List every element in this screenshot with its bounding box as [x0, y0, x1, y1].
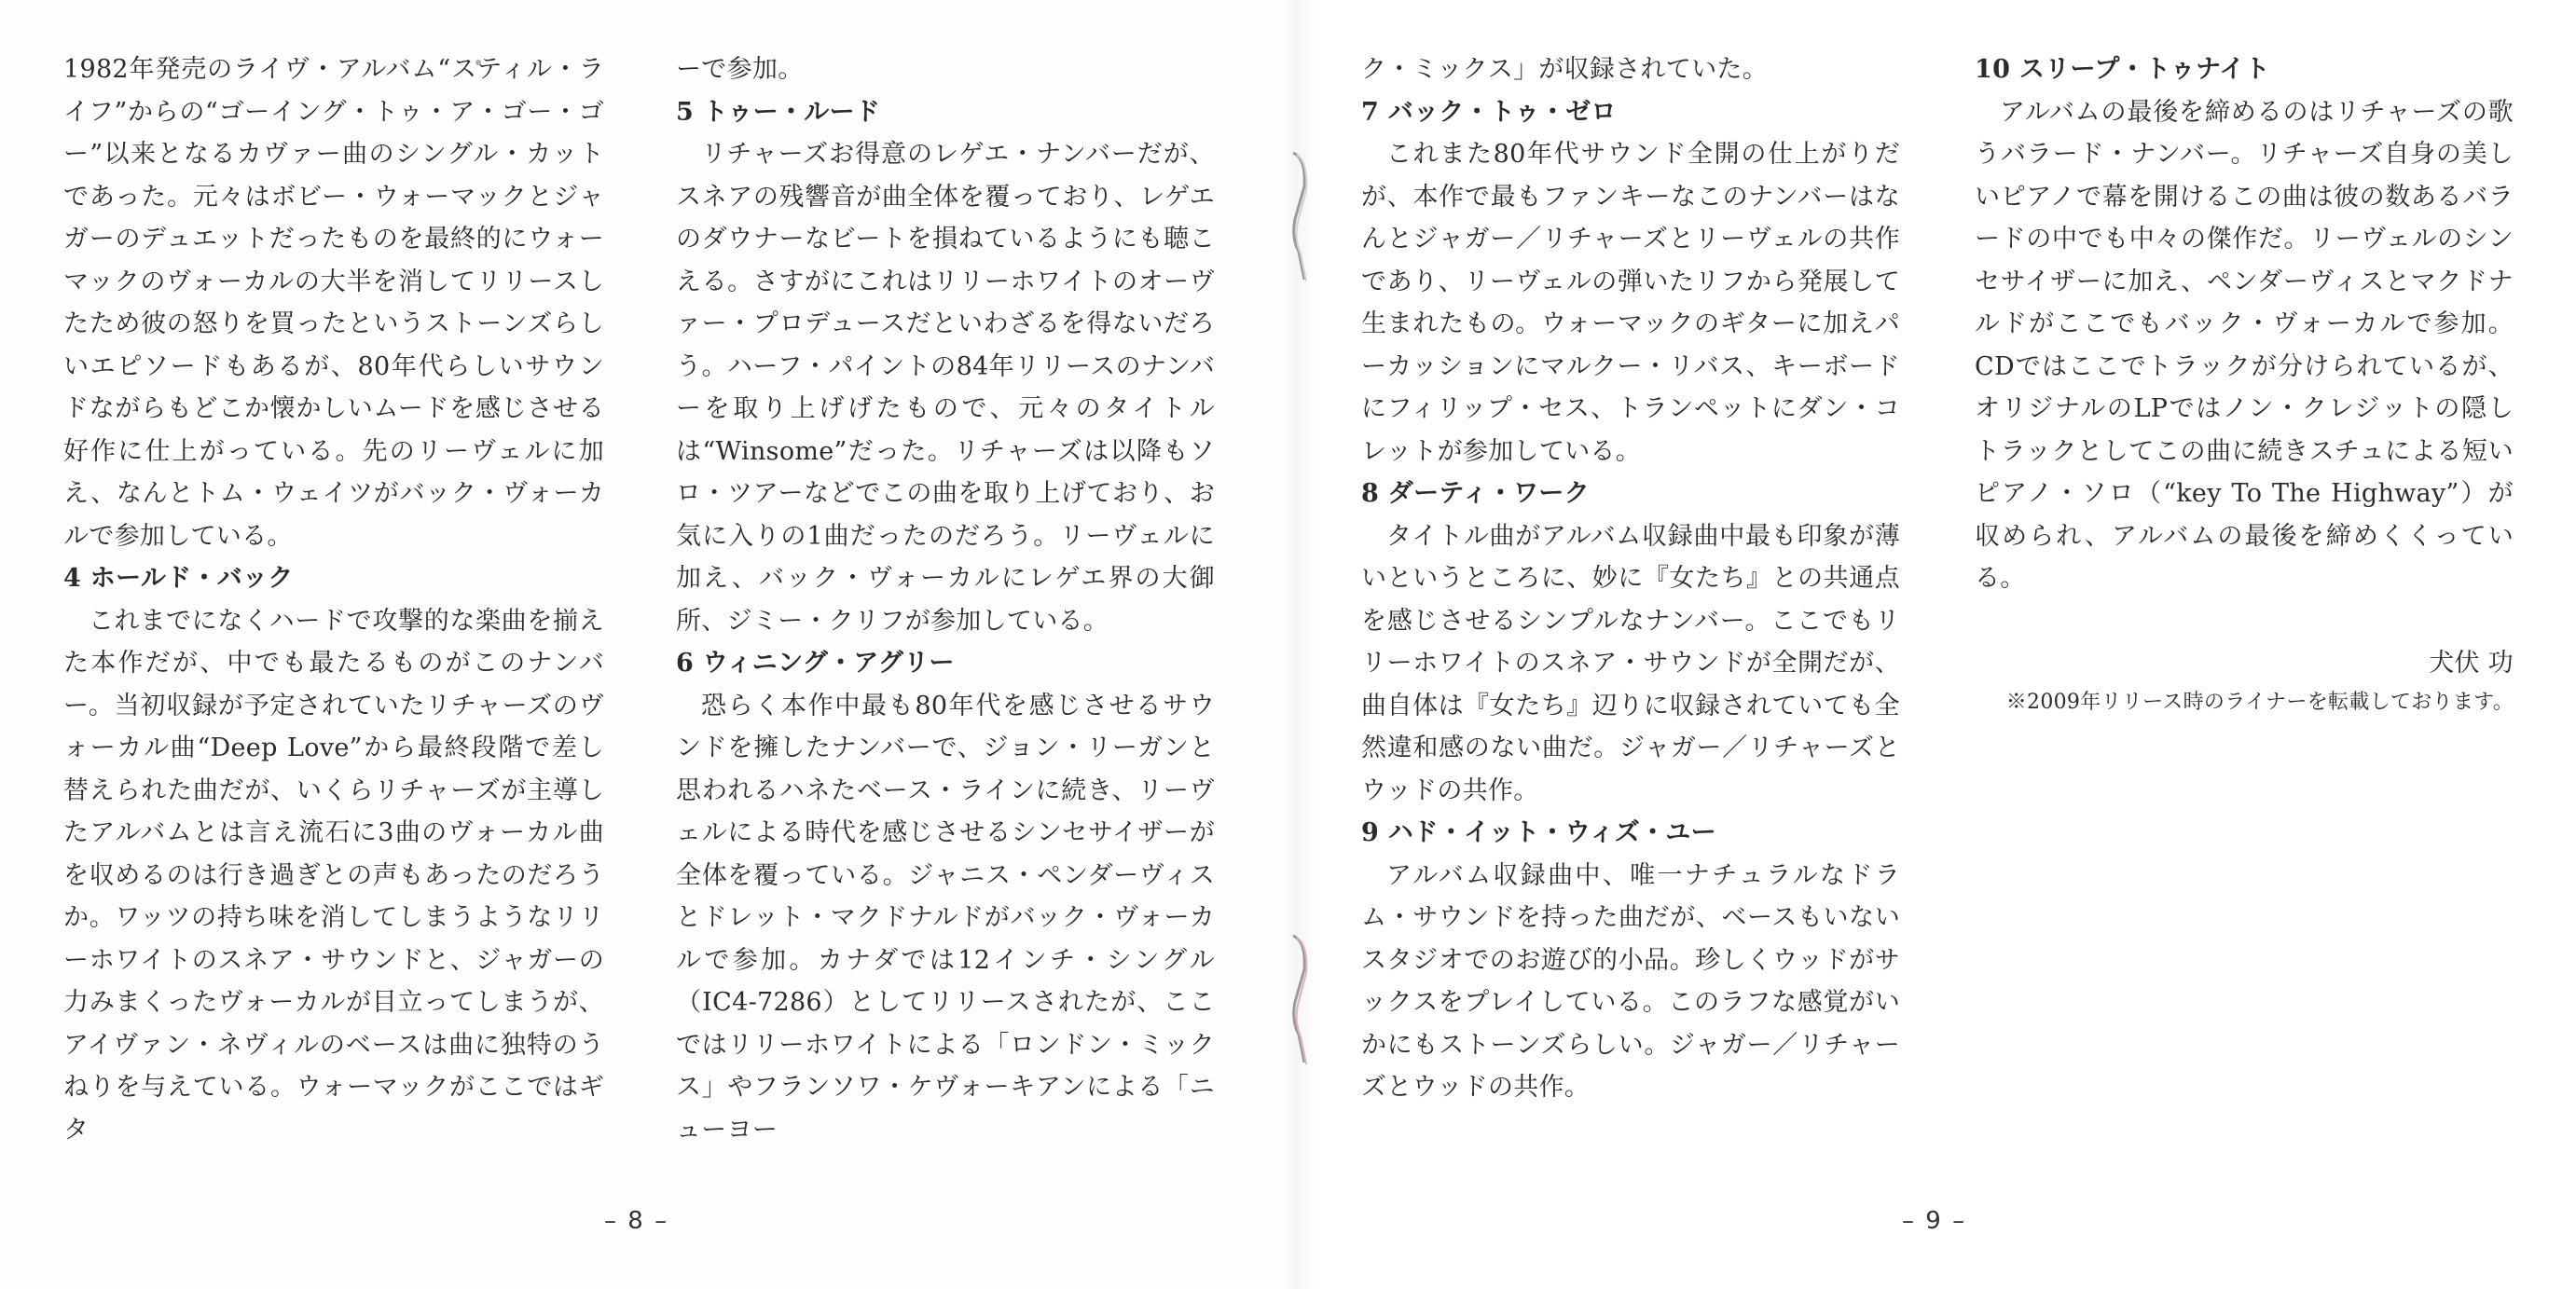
paragraph-intro-continued: 1982年発売のライヴ・アルバム“スティル・ライフ”からの“ゴーイング・トゥ・ア・ゴー・ゴー”以来となるカヴァー曲のシングル・カットであった。元々はボビー・ウォーマックとジャガーのデュエットだったものを最終的にウォーマックのヴォーカルの大半を消してリリースしたため彼の怒りを買ったというストーンズらしいエピソードもあるが、80年代らしいサウンドながらもどこか懐かしいムードを感じさせる好作に仕上がっている。先のリーヴェルに加え、なんとトム・ウェイツがバック・ヴォーカルで参加している。	[63, 55, 604, 551]
staple-bottom	[1289, 932, 1310, 1072]
page-right	[1298, 0, 2576, 1289]
track-heading-4: 4 ホールド・バック	[63, 564, 294, 593]
track-heading-10: 10 スリープ・トゥナイト	[1975, 55, 2270, 84]
paragraph-continued: ーで参加。	[676, 55, 804, 84]
column-4	[1975, 48, 2514, 721]
track-text-6: 恐らく本作中最も80年代を感じさせるサウンドを擁したナンバーで、ジョン・リーガンと思われるハネたベース・ラインに続き、リーヴェルによる時代を感じさせるシンセサイザーが全体を覆っている。ジャニス・ペンダーヴィスとドレット・マクドナルドがバック・ヴォーカルで参加。カナダでは12インチ・シングル（IC4-7286）としてリリースされたが、ここではリリーホワイトによる「ロンドン・ミックス」やフランソワ・ケヴォーキアンによる「ニューヨー	[676, 691, 1215, 1145]
column-3	[1361, 48, 1900, 1109]
track-heading-6: 6 ウィニング・アグリー	[676, 649, 955, 678]
track-heading-5: 5 トゥー・ルード	[676, 97, 881, 127]
track-heading-8: 8 ダーティ・ワーク	[1361, 479, 1591, 508]
track-text-8: タイトル曲がアルバム収録曲中最も印象が薄いというところに、妙に『女たち』との共通点を感じさせるシンプルなナンバー。ここでもリリーホワイトのスネア・サウンドが全開だが、曲自体は『女たち』辺りに収録されていても全然違和感のない曲だ。ジャガー／リチャーズとウッドの共作。	[1361, 521, 1900, 805]
track-text-7: これまた80年代サウンド全開の仕上がりだが、本作で最もファンキーなこのナンバーはなんとジャガー／リチャーズとリーヴェルの共作であり、リーヴェルの弾いたリフから発展して生まれたもの。ウォーマックのギターに加えパーカッションにマルクー・リバス、キーボードにフィリップ・セス、トランペットにダン・コレットが参加している。	[1361, 140, 1900, 466]
reprint-note: ※2009年リリース時のライナーを転載しております。	[2005, 691, 2514, 714]
staple-top	[1289, 149, 1310, 289]
author-signature: 犬伏 功	[2429, 648, 2514, 678]
track-heading-9: 9 ハド・イット・ウィズ・ユー	[1361, 818, 1716, 847]
track-text-4: これまでになくハードで攻撃的な楽曲を揃えた本作だが、中でも最たるものがこのナンバー。当初収録が予定されていたリチャーズのヴォーカル曲“Deep Love”から最終段階で差し替えられた曲だが、いくらリチャーズが主導したアルバムとは言え流石に3曲のヴォーカル曲を収めるのは行き過ぎとの声もあったのだろうか。ワッツの持ち味を消してしまうようなリリーホワイトのスネア・サウンドと、ジャガーの力みまくったヴォーカルが目立ってしまうが、アイヴァン・ネヴィルのベースは曲に独特のうねりを与えている。ウォーマックがここではギタ	[63, 606, 604, 1145]
track-heading-7: 7 バック・トゥ・ゼロ	[1361, 97, 1617, 127]
column-1	[63, 48, 604, 1151]
column-2	[676, 48, 1215, 1151]
paragraph-continued: ク・ミックス」が収録されていた。	[1361, 55, 1768, 84]
track-text-10: アルバムの最後を締めるのはリチャーズの歌うバラード・ナンバー。リチャーズ自身の美しいピアノで幕を開けるこの曲は彼の数あるバラードの中でも中々の傑作だ。リーヴェルのシンセサイザーに加え、ペンダーヴィスとマクドナルドがここでもバック・ヴォーカルで参加。CDではここでトラックが分けられているが、オリジナルのLPではノン・クレジットの隠しトラックとしてこの曲に続きスチュによる短いピアノ・ソロ（“key To The Highway”）が収められ、アルバムの最後を締めくくっている。	[1975, 97, 2514, 593]
track-text-5: リチャーズお得意のレゲエ・ナンバーだが、スネアの残響音が曲全体を覆っており、レゲエのダウナーなビートを損ねているようにも聴こえる。さすがにこれはリリーホワイトのオーヴァー・プロデュースだといわざるを得ないだろう。ハーフ・パイントの84年リリースのナンバーを取り上げげたもので、元々のタイトルは“Winsome”だった。リチャーズは以降もソロ・ツアーなどでこの曲を取り上げており、お気に入りの1曲だったのだろう。リーヴェルに加え、バック・ヴォーカルにレゲエ界の大御所、ジミー・クリフが参加している。	[676, 140, 1215, 636]
track-text-9: アルバム収録曲中、唯一ナチュラルなドラム・サウンドを持った曲だが、ベースもいないスタジオでのお遊び的小品。珍しくウッドがサックスをプレイしている。このラフな感覚がいかにもストーンズらしい。ジャガー／リチャーズとウッドの共作。	[1361, 860, 1900, 1102]
page-number-left: – 8 –	[604, 1207, 669, 1235]
page-number-right: – 9 –	[1902, 1207, 1967, 1235]
